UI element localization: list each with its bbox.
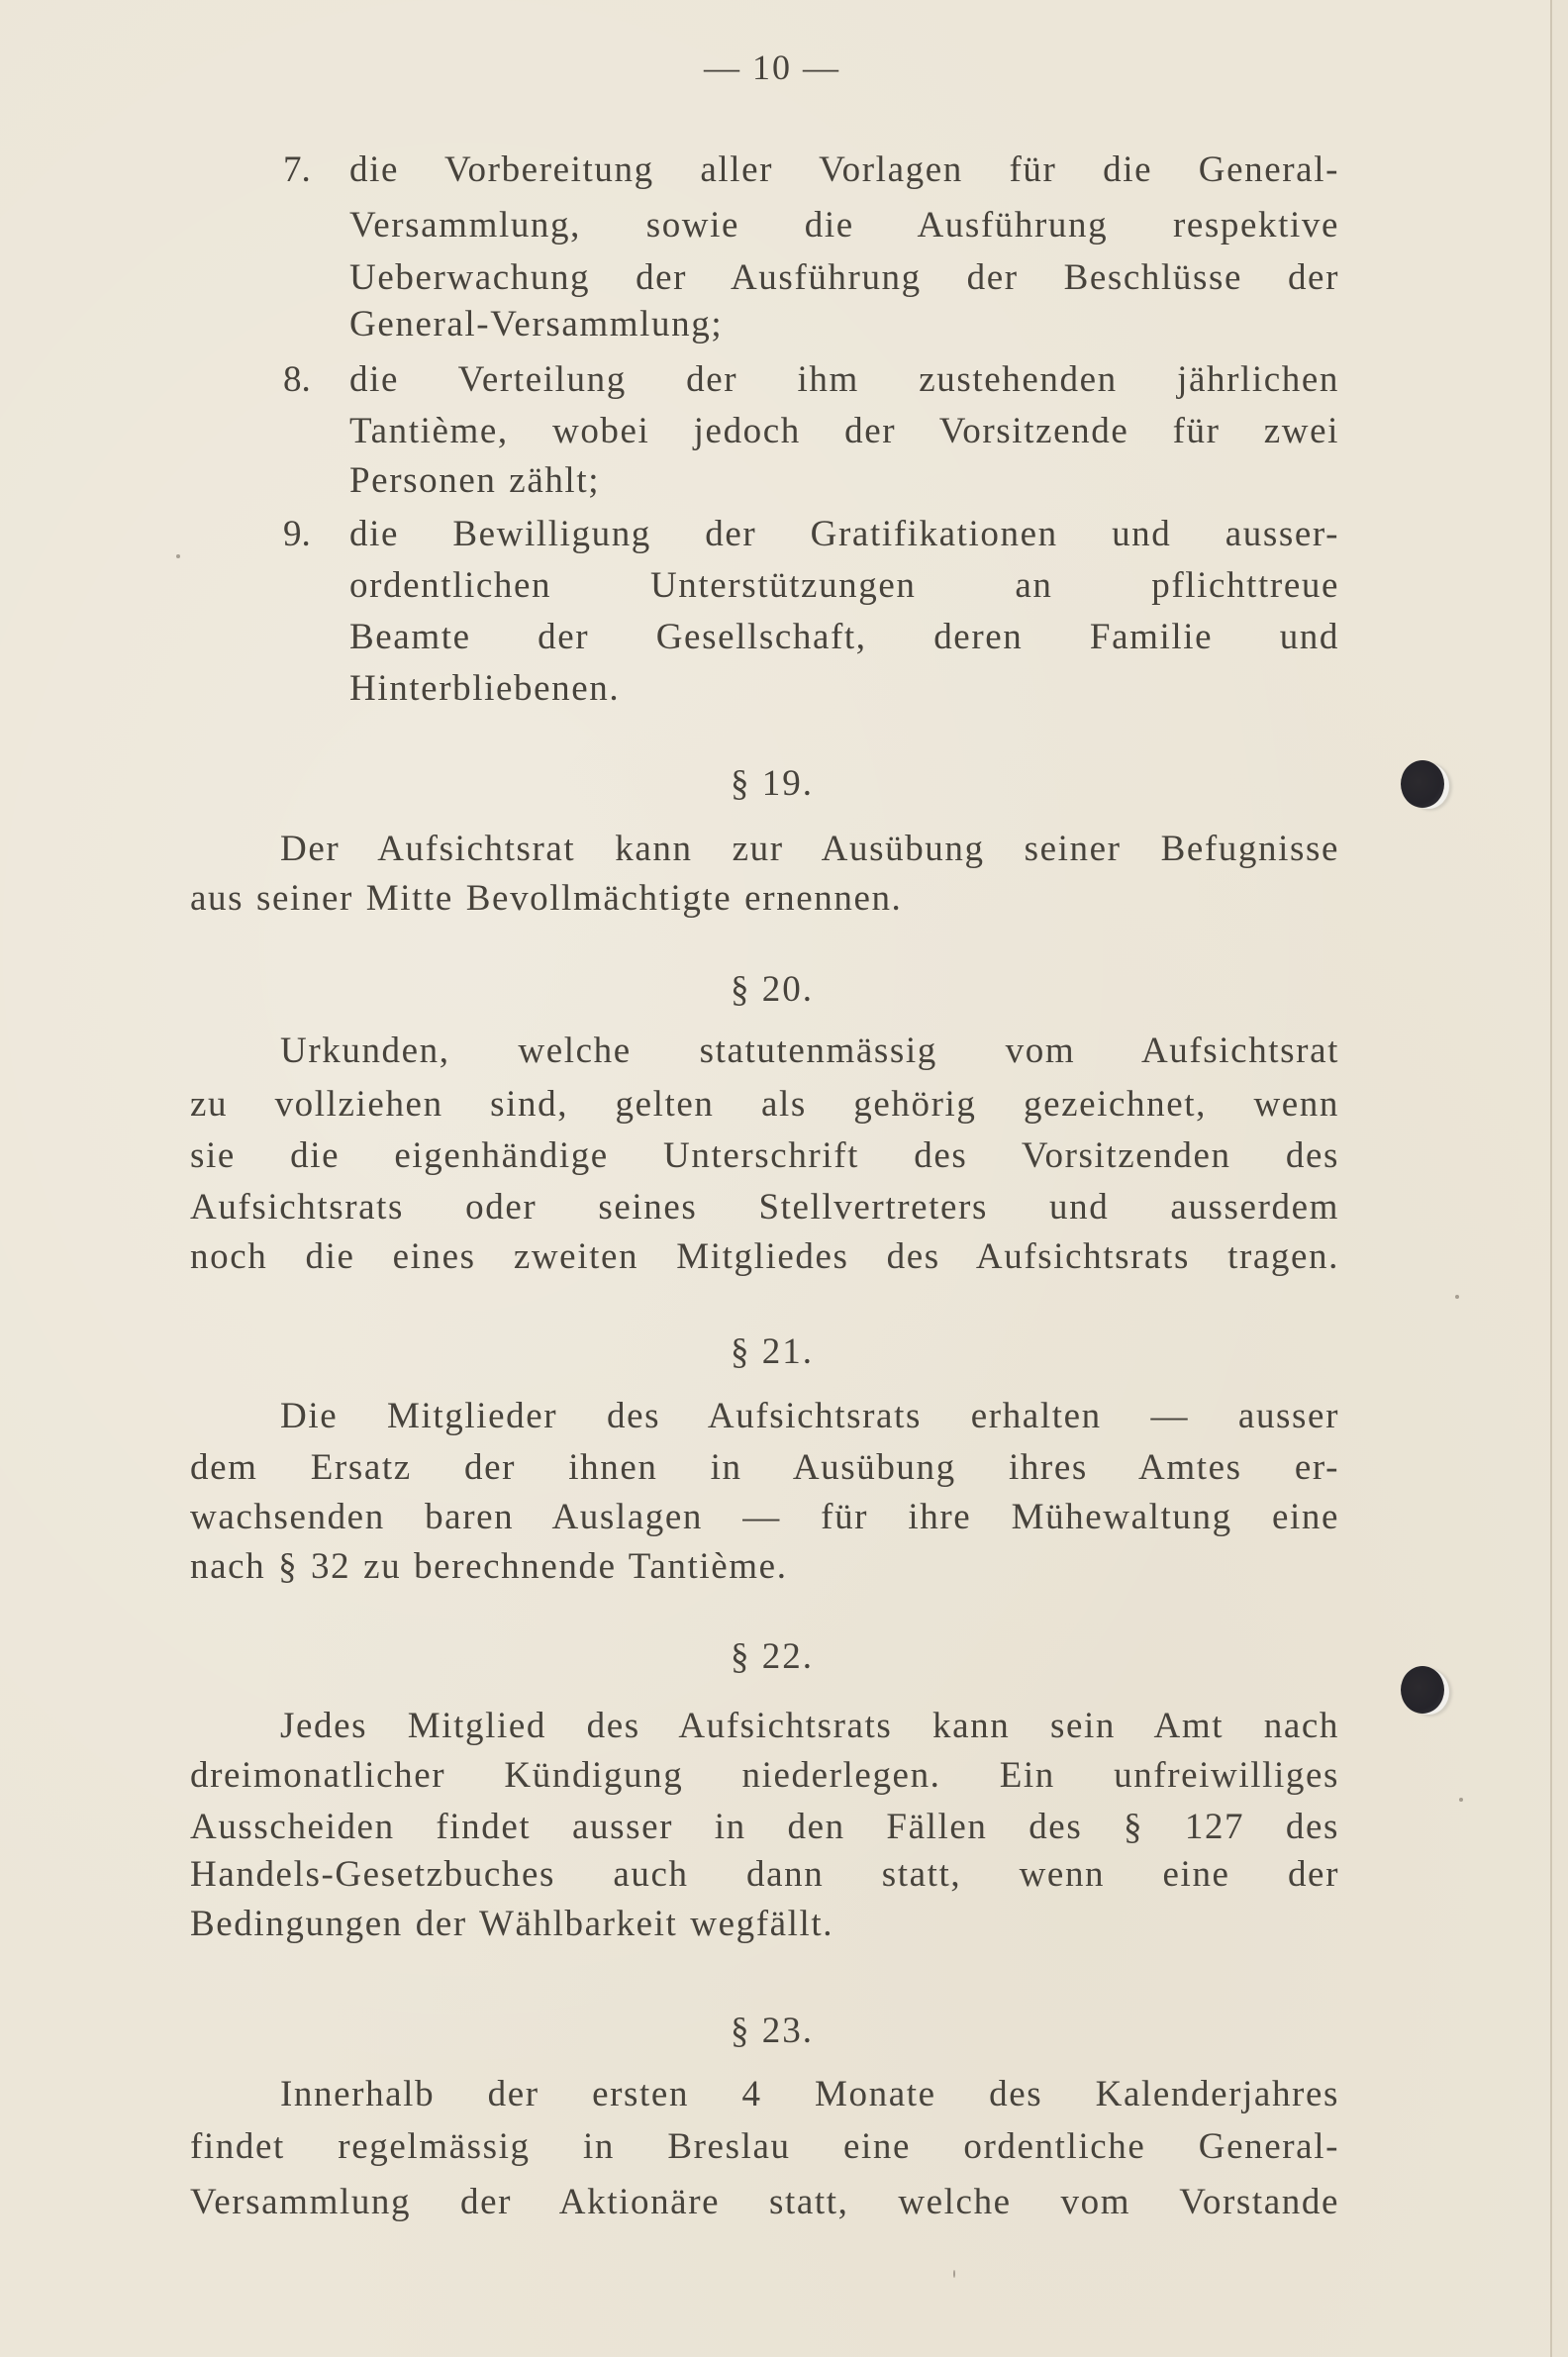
- text-line: zu vollziehen sind, gelten als gehörig gezeichnet, wenn: [190, 1084, 1339, 1125]
- paper-speck: [176, 554, 180, 558]
- text-line: findet regelmässig in Breslau eine ordentliche General-: [190, 2126, 1339, 2167]
- text-line: Handels-Gesetzbuches auch dann statt, wenn eine der: [190, 1854, 1339, 1895]
- text-line: ordentlichen Unterstützungen an pflichttreue: [349, 565, 1339, 606]
- text-line: sie die eigenhändige Unterschrift des Vorsitzenden des: [190, 1135, 1339, 1176]
- paper-speck: [1459, 1798, 1463, 1802]
- text-line: aus seiner Mitte Bevollmächtigte ernennen.: [190, 878, 903, 919]
- page-number: — 10 —: [704, 48, 840, 87]
- text-line: noch die eines zweiten Mitgliedes des Aufsichtsrats tragen.: [190, 1236, 1339, 1277]
- text-line: Jedes Mitglied des Aufsichtsrats kann sein Amt nach: [280, 1706, 1339, 1746]
- punch-hole-icon: [1401, 760, 1444, 808]
- text-line: Ausscheiden findet ausser in den Fällen des § 127 des: [190, 1807, 1339, 1847]
- section-heading: § 19.: [731, 763, 814, 804]
- section-heading: § 23.: [731, 2011, 814, 2051]
- section-heading: § 21.: [731, 1331, 814, 1372]
- text-line: dreimonatlicher Kündigung niederlegen. Ein unfreiwilliges: [190, 1755, 1339, 1796]
- text-line: Innerhalb der ersten 4 Monate des Kalenderjahres: [280, 2074, 1339, 2114]
- text-line: Urkunden, welche statutenmässig vom Aufsichtsrat: [280, 1031, 1339, 1071]
- list-item-number: 9.: [283, 514, 311, 554]
- text-line: Bedingungen der Wählbarkeit wegfällt.: [190, 1904, 834, 1944]
- list-item-number: 7.: [283, 149, 311, 190]
- text-line: wachsenden baren Auslagen — für ihre Mühewaltung eine: [190, 1497, 1339, 1537]
- text-line: Die Mitglieder des Aufsichtsrats erhalten — ausser: [280, 1396, 1339, 1436]
- text-line: die Verteilung der ihm zustehenden jährlichen: [349, 359, 1339, 400]
- text-line: die Bewilligung der Gratifikationen und ausser-: [349, 514, 1339, 554]
- text-line: Beamte der Gesellschaft, deren Familie und: [349, 617, 1339, 657]
- text-line: Versammlung, sowie die Ausführung respektive: [349, 205, 1339, 246]
- paper-speck: [1455, 1295, 1459, 1299]
- punch-hole-icon: [1401, 1666, 1444, 1714]
- text-line: Personen zählt;: [349, 460, 601, 501]
- text-line: General-Versammlung;: [349, 304, 724, 344]
- list-item-number: 8.: [283, 359, 311, 400]
- text-line: Versammlung der Aktionäre statt, welche vom Vorstande: [190, 2182, 1339, 2222]
- text-line: Ueberwachung der Ausführung der Beschlüsse der: [349, 257, 1339, 298]
- text-line: nach § 32 zu berechnende Tantième.: [190, 1546, 788, 1587]
- text-line: Hinterbliebenen.: [349, 668, 621, 709]
- paper-speck: [953, 2270, 955, 2278]
- text-line: die Vorbereitung aller Vorlagen für die General-: [349, 149, 1339, 190]
- text-line: Tantième, wobei jedoch der Vorsitzende für zwei: [349, 411, 1339, 451]
- section-heading: § 22.: [731, 1636, 814, 1677]
- underlying-page-strip: [1552, 0, 1568, 2357]
- section-heading: § 20.: [731, 969, 814, 1010]
- text-line: dem Ersatz der ihnen in Ausübung ihres Amtes er-: [190, 1447, 1339, 1488]
- text-line: Der Aufsichtsrat kann zur Ausübung seiner Befugnisse: [280, 829, 1339, 869]
- text-line: Aufsichtsrats oder seines Stellvertreters und ausserdem: [190, 1187, 1339, 1228]
